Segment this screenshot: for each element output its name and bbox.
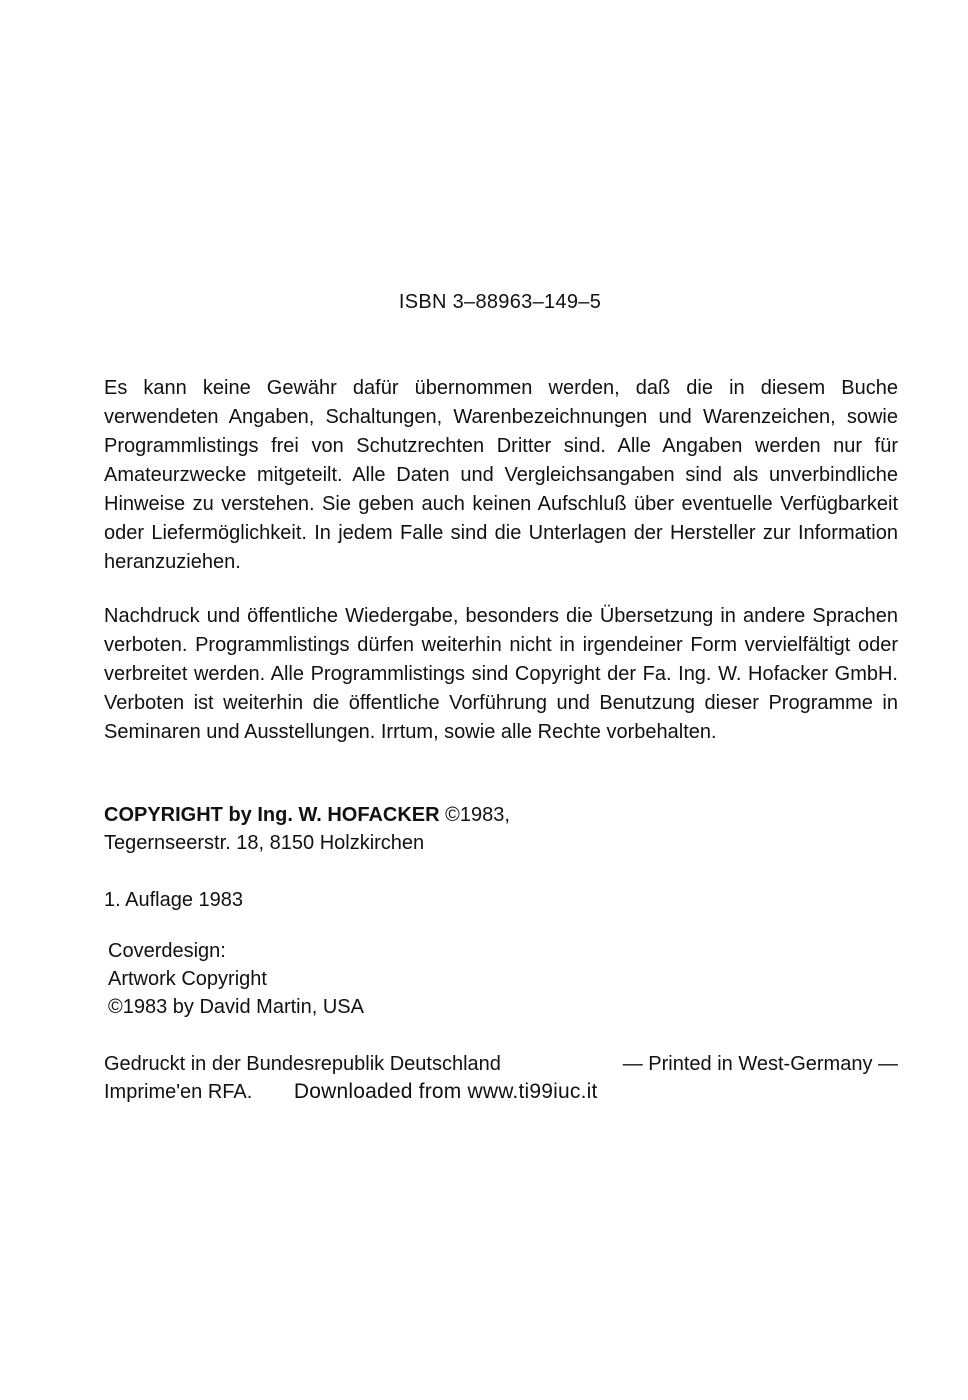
copyright-block [104,801,510,857]
printed-in-west-germany-text: — Printed in West-Germany — [622,1053,898,1075]
cover-credit-line-2: Artwork Copyright [108,968,267,990]
cover-credit-line-3: ©1983 by David Martin, USA [108,996,364,1018]
imprime-text: Imprime'en RFA. [104,1081,253,1103]
printed-in-germany-text: Gedruckt in der Bundesrepublik Deutschland [104,1053,501,1075]
cover-credit-block [108,937,364,1021]
edition-line: 1. Auflage 1983 [104,889,244,911]
reprint-notice-paragraph: Nachdruck und öffentliche Wiedergabe, besonders die Übersetzung in andere Sprachen verboten. Programmlistings dürfen weiterhin nicht in irgendeiner Form vervielfältigt oder verbreitet werden. Alle Programmlistings sind Copyright der Fa. Ing. W. Hofacker GmbH. Verboten ist weiterhin die öffentliche Vorführung und Benutzung dieser Programme in Seminaren und Ausstellungen. Irrtum, sowie alle Rechte vorbehalten. [104,605,898,743]
download-source-text: Downloaded from www.ti99iuc.it [293,1080,598,1103]
copyright-label: COPYRIGHT by Ing. W. HOFACKER [104,804,440,826]
isbn-number: ISBN 3–88963–149–5 [398,291,602,313]
disclaimer-paragraph: Es kann keine Gewähr dafür übernommen werden, daß die in diesem Buche verwendeten Angaben, Schaltungen, Warenbezeichnungen und Warenzeichen, sowie Programmlistings frei von Schutzrechten Dritter sind. Alle Angaben werden nur für Amateurzwecke mitgeteilt. Alle Daten und Vergleichsangaben sind als unverbindliche Hinweise zu verstehen. Sie geben auch keinen Aufschluß über eventuelle Verfügbarkeit oder Liefermöglichkeit. In jedem Falle sind die Unterlagen der Hersteller zur Information heranzuziehen. [104,377,898,573]
cover-credit-line-1: Coverdesign: [108,940,226,962]
printed-in-block [104,1050,898,1106]
publisher-address: Tegernseerstr. 18, 8150 Holzkirchen [104,832,425,854]
copyright-year: ©1983, [445,804,510,826]
